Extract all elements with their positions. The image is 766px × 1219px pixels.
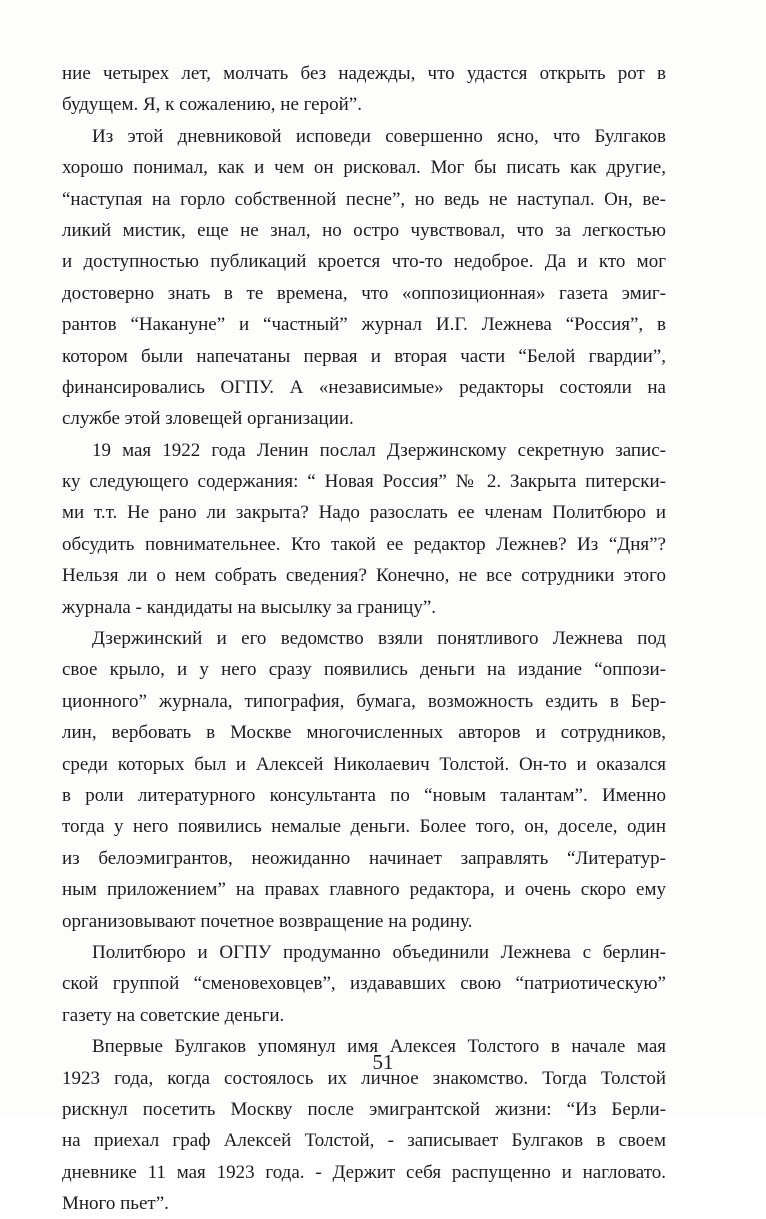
text-line: 19 мая 1922 года Ленин послал Дзержинскому секретную запис-	[92, 439, 666, 461]
text-line: ку следующего содержания: “ Новая Россия” № 2. Закрыта питерски-	[62, 471, 666, 493]
text-line: хорошо понимал, как и чем он рисковал. Мог бы писать как другие,	[62, 157, 666, 179]
text-line: обсудить повнимательнее. Кто такой ее редактор Лежнев? Из “Дня”?	[62, 533, 666, 555]
paragraph	[62, 121, 666, 435]
text-line: 1923 года, когда состоялось их личное знакомство. Тогда Толстой	[62, 1067, 666, 1089]
text-line: Дзержинский и его ведомство взяли понятливого Лежнева под	[92, 628, 666, 650]
text-line: лин, вербовать в Москве многочисленных авторов и сотрудников,	[62, 722, 666, 744]
text-line: рантов “Накануне” и “частный” журнал И.Г. Лежнева “Россия”, в	[62, 314, 666, 336]
text-line: Из этой дневниковой исповеди совершенно ясно, что Булгаков	[92, 125, 666, 147]
text-line: Впервые Булгаков упомянул имя Алексея Толстого в начале мая	[92, 1036, 666, 1058]
text-line: ми т.т. Не рано ли закрыта? Надо разослать ее членам Политбюро и	[62, 502, 666, 524]
text-line: на приехал граф Алексей Толстой, - записывает Булгаков в своем	[62, 1130, 666, 1152]
paragraph	[62, 435, 666, 623]
text-line: Много пьет”.	[62, 1193, 169, 1215]
text-line: ние четырех лет, молчать без надежды, что удастся открыть рот в	[62, 63, 666, 84]
text-line: среди которых был и Алексей Николаевич Толстой. Он-то и оказался	[62, 753, 666, 775]
paragraph	[62, 937, 666, 1031]
text-line: ным приложением” на правах главного редактора, и очень скоро ему	[62, 879, 666, 901]
text-line: службе этой зловещей организации.	[62, 408, 354, 430]
text-line: и доступностью публикаций кроется что-то недоброе. Да и кто мог	[62, 251, 666, 273]
text-line: из белоэмигрантов, неожиданно начинает заправлять “Литератур-	[62, 847, 666, 869]
text-line: “наступая на горло собственной песне”, но ведь не наступал. Он, ве-	[62, 188, 666, 210]
body-text	[62, 58, 666, 1219]
text-line: ской группой “сменовеховцев”, издававших свою “патриотическую”	[62, 973, 666, 995]
text-line: организовывают почетное возвращение на родину.	[62, 910, 473, 932]
text-line: ционного” журнала, типография, бумага, возможность ездить в Бер-	[62, 690, 666, 712]
text-line: достоверно знать в те времена, что «оппозиционная» газета эмиг-	[62, 282, 666, 304]
text-line: будущем. Я, к сожалению, не герой”.	[62, 94, 362, 116]
text-line: ликий мистик, еще не знал, но остро чувствовал, что за легкостью	[62, 219, 666, 241]
text-line: тогда у него появились немалые деньги. Более того, он, доселе, один	[62, 816, 666, 838]
page-number: 51	[372, 1050, 394, 1074]
paragraph	[62, 623, 666, 937]
text-line: котором были напечатаны первая и вторая части “Белой гвардии”,	[62, 345, 666, 367]
paragraph	[62, 58, 666, 121]
text-line: Нельзя ли о нем собрать сведения? Конечно, не все сотрудники этого	[62, 565, 666, 587]
text-line: финансировались ОГПУ. А «независимые» редакторы состояли на	[62, 376, 666, 398]
text-line: рискнул посетить Москву после эмигрантской жизни: “Из Берли-	[62, 1098, 666, 1120]
text-line: дневнике 11 мая 1923 года. - Держит себя распущенно и нагловато.	[62, 1161, 666, 1183]
text-line: в роли литературного консультанта по “новым талантам”. Именно	[62, 784, 666, 806]
text-line: журнала - кандидаты на высылку за границу”.	[62, 596, 437, 618]
text-line: свое крыло, и у него сразу появились деньги на издание “оппози-	[62, 659, 666, 681]
text-line: газету на советские деньги.	[62, 1004, 285, 1026]
text-line: Политбюро и ОГПУ продуманно объединили Лежнева с берлин-	[92, 941, 666, 963]
